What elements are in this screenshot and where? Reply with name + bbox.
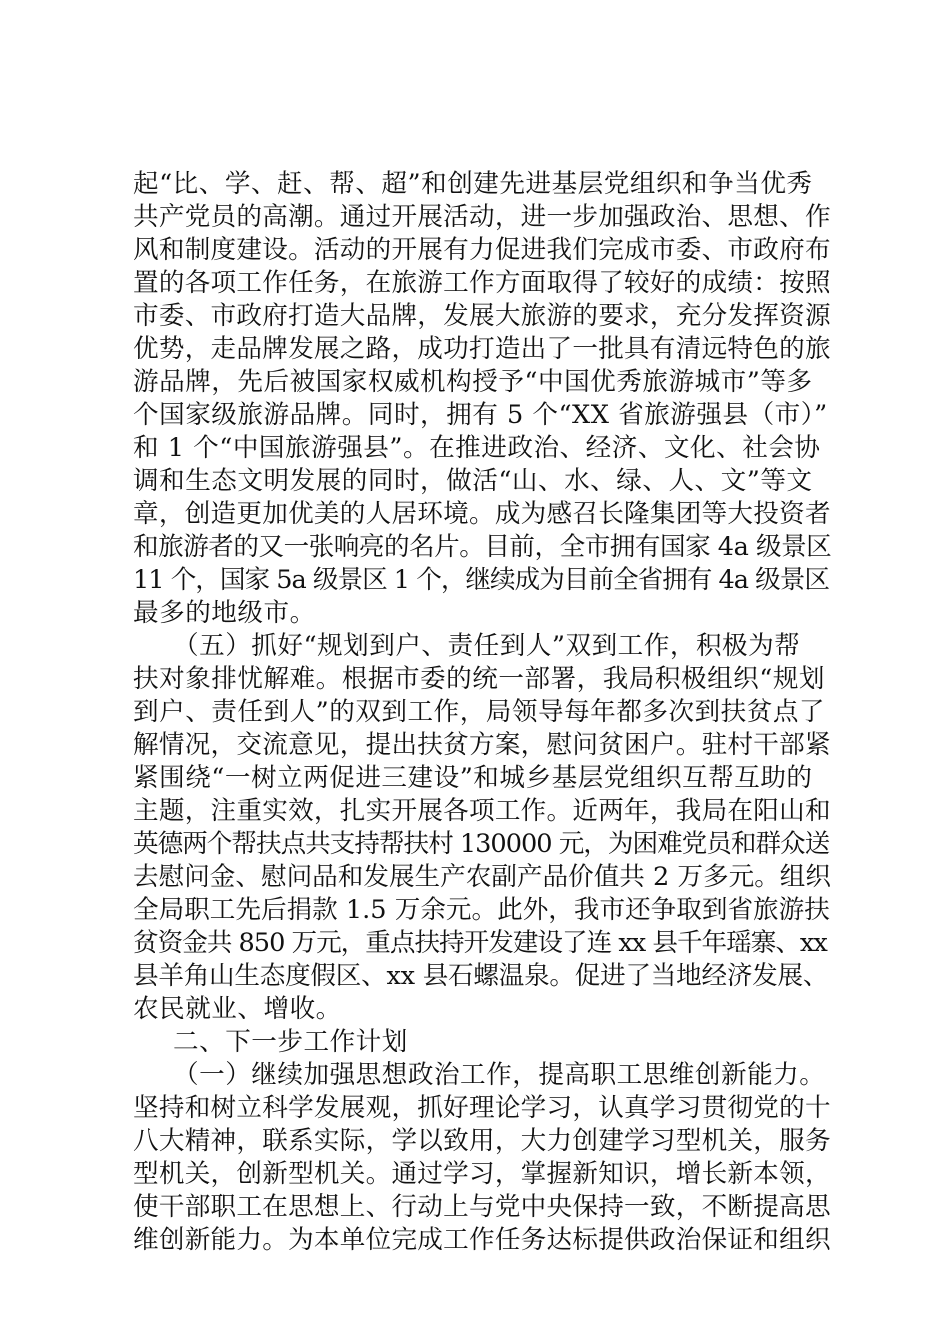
text-line: 英德两个帮扶点共支持帮扶村 130000 元，为困难党员和群众送 [133, 829, 830, 859]
text-line: 到户、责任到人”的双到工作，局领导每年都多次到扶贫点了 [133, 697, 826, 727]
text-line: 解情况，交流意见，提出扶贫方案，慰问贫困户。驻村干部紧 [133, 730, 831, 760]
paragraph-start-line: （五）抓好“规划到户、责任到人”双到工作，积极为帮 [173, 631, 801, 661]
text-line: 游品牌，先后被国家权威机构授予“中国优秀旅游城市”等多 [133, 367, 813, 397]
text-line: 置的各项工作任务，在旅游工作方面取得了较好的成绩：按照 [133, 268, 831, 298]
text-line: 维创新能力。为本单位完成工作任务达标提供政治保证和组织 [133, 1225, 831, 1255]
text-line: 优势，走品牌发展之路，成功打造出了一批具有清远特色的旅 [133, 334, 831, 364]
text-line: 使干部职工在思想上、行动上与党中央保持一致，不断提高思 [133, 1192, 831, 1222]
text-line: 11 个，国家 5a 级景区 1 个，继续成为目前全省拥有 4a 级景区 [133, 565, 829, 595]
section-heading: 二、下一步工作计划 [173, 1027, 408, 1057]
text-line: 风和制度建设。活动的开展有力促进我们完成市委、市政府布 [133, 235, 831, 265]
text-line: 起“比、学、赶、帮、超”和创建先进基层党组织和争当优秀 [133, 169, 813, 199]
paragraph-start-line: （一）继续加强思想政治工作，提高职工思维创新能力。 [173, 1060, 826, 1090]
text-line: 八大精神，联系实际，学以致用，大力创建学习型机关，服务 [133, 1126, 831, 1156]
text-line: 个国家级旅游品牌。同时，拥有 5 个“XX 省旅游强县（市）” [133, 400, 828, 430]
text-line: 农民就业、增收。 [133, 994, 342, 1024]
text-line: 坚持和树立科学发展观，抓好理论学习，认真学习贯彻党的十 [133, 1093, 831, 1123]
text-line: 主题，注重实效，扎实开展各项工作。近两年，我局在阳山和 [133, 796, 831, 826]
text-line: 扶对象排忧解难。根据市委的统一部署，我局积极组织“规划 [133, 664, 826, 694]
text-line: 型机关，创新型机关。通过学习，掌握新知识，增长新本领， [133, 1159, 831, 1189]
text-line: 紧围绕“一树立两促进三建设”和城乡基层党组织互帮互助的 [133, 763, 813, 793]
text-line: 和 1 个“中国旅游强县”。在推进政治、经济、文化、社会协 [133, 433, 821, 463]
text-line: 县羊角山生态度假区、xx 县石螺温泉。促进了当地经济发展、 [133, 961, 829, 991]
text-line: 去慰问金、慰问品和发展生产农副产品价值共 2 万多元。组织 [133, 862, 831, 892]
text-line: 最多的地级市。 [133, 598, 316, 628]
text-line: 和旅游者的又一张响亮的名片。目前，全市拥有国家 4a 级景区 [133, 532, 832, 562]
text-line: 全局职工先后捐款 1.5 万余元。此外，我市还争取到省旅游扶 [133, 895, 830, 925]
text-line: 市委、市政府打造大品牌，发展大旅游的要求，充分发挥资源 [133, 301, 831, 331]
text-line: 调和生态文明发展的同时，做活“山、水、绿、人、文”等文 [133, 466, 813, 496]
text-line: 章，创造更加优美的人居环境。成为感召长隆集团等大投资者 [133, 499, 831, 529]
text-line: 共产党员的高潮。通过开展活动，进一步加强政治、思想、作 [133, 202, 831, 232]
text-line: 贫资金共 850 万元，重点扶持开发建设了连 xx 县千年瑶寨、xx [133, 928, 827, 958]
document-body [133, 168, 833, 1257]
